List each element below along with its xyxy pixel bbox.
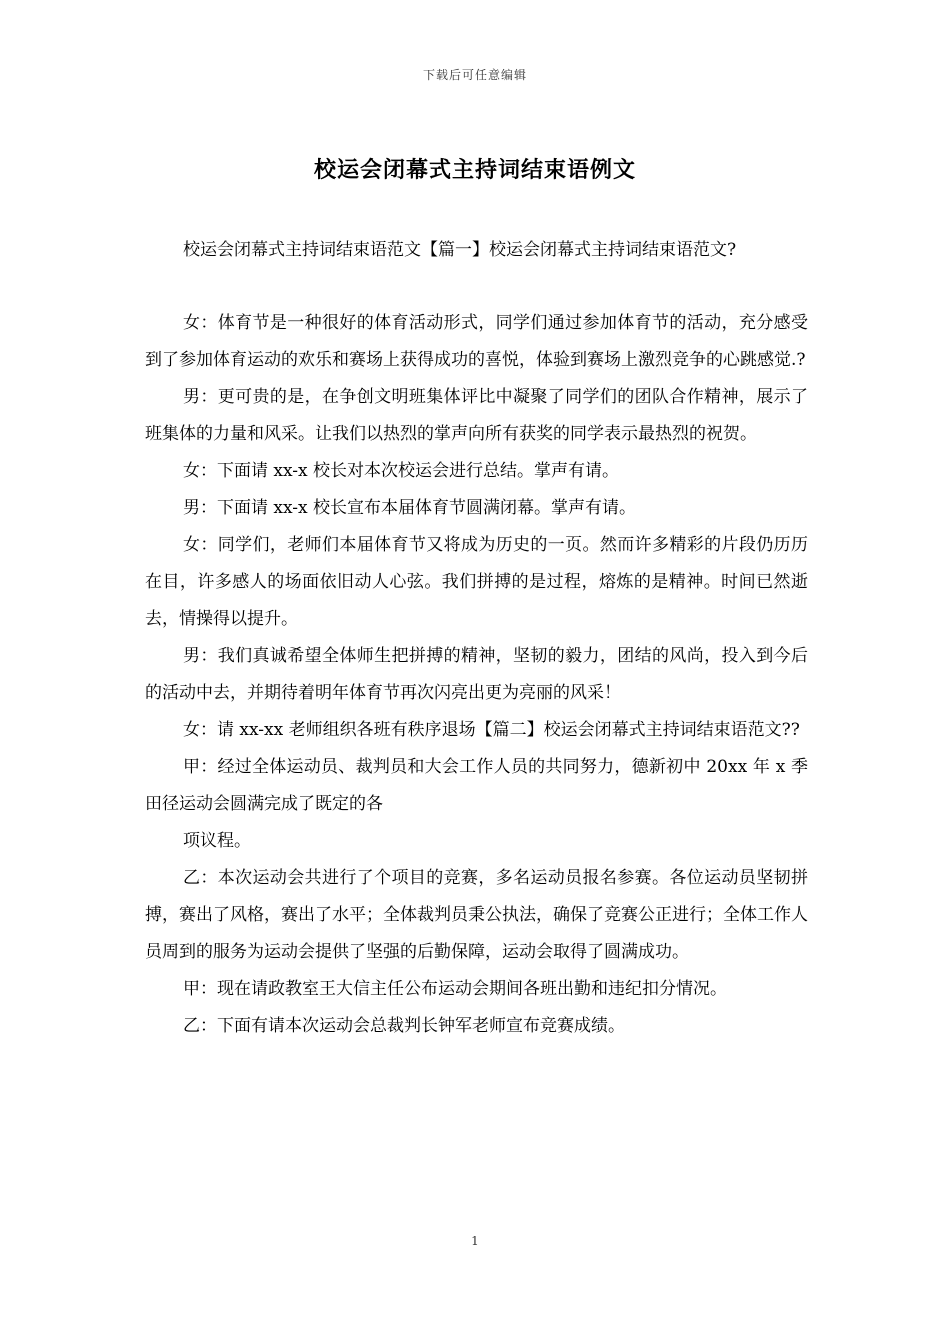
paragraph: 乙：本次运动会共进行了个项目的竞赛，多名运动员报名参赛。各位运动员坚韧拼搏，赛出了风格，赛出了水平；全体裁判员秉公执法，确保了竞赛公正进行；全体工作人员周到的服务为运动会提供了坚强的后勤保障，运动会取得了圆满成功。 [145,868,808,962]
header-note: 下载后可任意编辑 [422,68,527,82]
paragraph: 男：我们真诚希望全体师生把拼搏的精神，坚韧的毅力，团结的风尚，投入到今后的活动中去，并期待着明年体育节再次闪亮出更为亮丽的风采！ [145,646,808,703]
paragraph-intro: 校运会闭幕式主持词结束语范文【篇一】校运会闭幕式主持词结束语范文? [183,240,737,260]
paragraph: 男：下面请 xx-x 校长宣布本届体育节圆满闭幕。掌声有请。 [183,498,637,518]
paragraph: 项议程。 [183,831,251,851]
document-body [145,232,808,1045]
paragraph: 甲：现在请政教室王大信主任公布运动会期间各班出勤和违纪扣分情况。 [183,979,727,999]
document-title: 校运会闭幕式主持词结束语例文 [313,157,636,183]
paragraph: 女：下面请 xx-x 校长对本次校运会进行总结。掌声有请。 [183,461,620,481]
page-number: 1 [471,1234,479,1248]
paragraph: 男：更可贵的是，在争创文明班集体评比中凝聚了同学们的团队合作精神，展示了班集体的力量和风采。让我们以热烈的掌声向所有获奖的同学表示最热烈的祝贺。 [145,387,808,444]
paragraph: 女：请 xx-xx 老师组织各班有秩序退场【篇二】校运会闭幕式主持词结束语范文?? [183,720,800,740]
paragraph: 甲：经过全体运动员、裁判员和大会工作人员的共同努力，德新初中 20xx 年 x 季田径运动会圆满完成了既定的各 [145,757,808,814]
paragraph: 女：同学们，老师们本届体育节又将成为历史的一页。然而许多精彩的片段仍历历在目，许多感人的场面依旧动人心弦。我们拼搏的是过程，熔炼的是精神。时间已然逝去，情操得以提升。 [145,535,808,629]
paragraph: 女：体育节是一种很好的体育活动形式，同学们通过参加体育节的活动，充分感受到了参加体育运动的欢乐和赛场上获得成功的喜悦，体验到赛场上激烈竞争的心跳感觉.? [145,313,808,370]
paragraph: 乙：下面有请本次运动会总裁判长钟军老师宣布竞赛成绩。 [183,1016,625,1036]
